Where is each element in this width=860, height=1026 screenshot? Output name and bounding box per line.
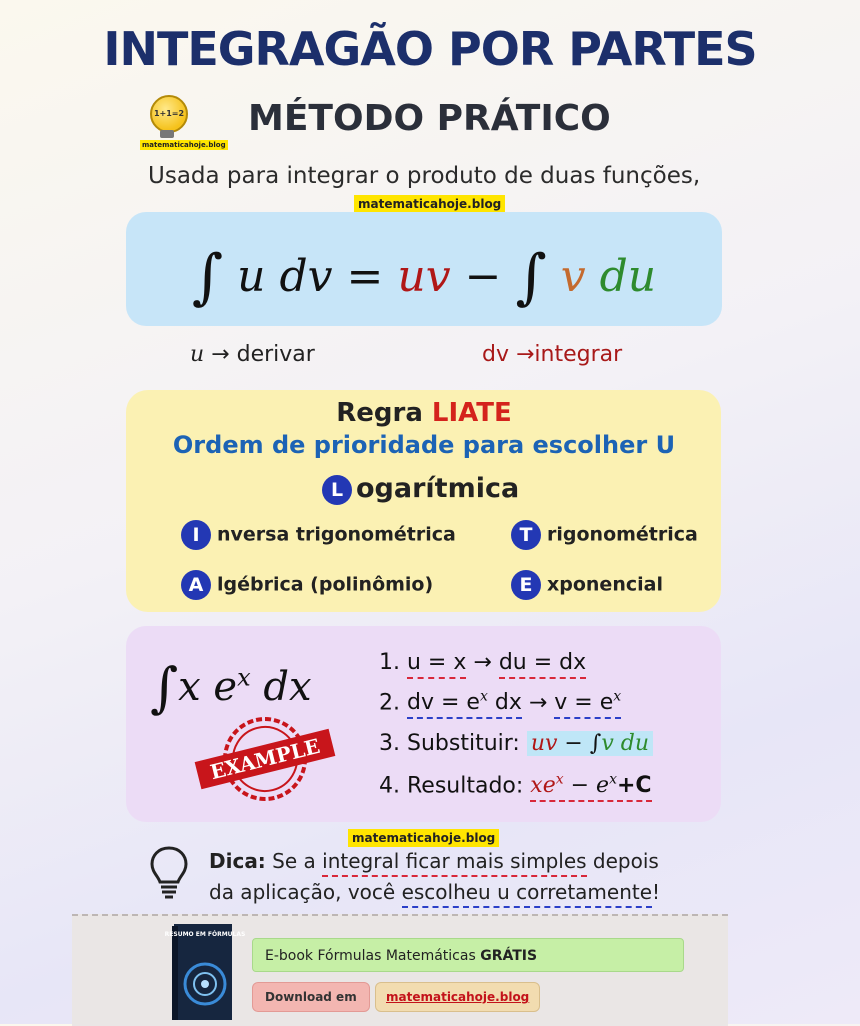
liate-title: [126, 398, 722, 428]
step-3-label: Substituir:: [407, 731, 520, 756]
site-link-button[interactable]: matematicahoje.blog: [375, 982, 540, 1012]
formula-equals: =: [346, 251, 384, 302]
liate-item-text: ogarítmica: [356, 473, 520, 504]
formula-uv: uv: [397, 251, 451, 302]
formula-lhs: u dv: [237, 251, 333, 302]
hint-u-text: → derivar: [211, 342, 315, 367]
step-2-b-text: v = e: [554, 690, 614, 716]
ebook-banner[interactable]: [252, 938, 684, 972]
step-2-a-tail: dx: [487, 690, 522, 716]
formula-minus: −: [464, 251, 502, 302]
tip-line1-a: Se a: [265, 849, 323, 873]
step-2: [379, 689, 621, 715]
example-integrand: x e: [178, 664, 238, 710]
tip-line2-a: da aplicação, você: [209, 880, 402, 904]
integral-sign-icon: ∫: [191, 242, 224, 312]
tip-line2-b: escolheu u corretamente: [402, 880, 652, 908]
step-3: [379, 731, 653, 756]
step-2-a-text: dv = e: [407, 690, 480, 716]
letter-badge: I: [181, 520, 211, 550]
step-4-tail: +C: [617, 773, 652, 799]
logo-bulb: 1+1=2: [150, 95, 188, 133]
step-number: 2.: [379, 690, 400, 716]
step-number: 3.: [379, 731, 400, 756]
tip-watermark-tag: [348, 827, 499, 846]
step-number: 4.: [379, 773, 400, 799]
ebook-bold: GRÁTIS: [480, 948, 538, 964]
step-1-a: u = x: [407, 650, 466, 679]
step-4-label: Resultado:: [407, 773, 524, 799]
step-2-b-exp: x: [613, 689, 622, 705]
example-dx: dx: [250, 664, 312, 710]
letter-badge: L: [322, 475, 352, 505]
step-3-expr: [527, 731, 653, 756]
watermark-tag: [354, 193, 505, 212]
hint-u-var: u: [190, 342, 205, 367]
formula-du: du: [599, 251, 657, 302]
example-exponent: x: [237, 663, 251, 692]
step-2-b: [554, 690, 621, 719]
main-formula: [126, 236, 722, 312]
integral-sign-icon: ∫: [589, 731, 602, 756]
step-3-uv: uv: [530, 731, 558, 756]
tip-line-1: [209, 846, 660, 877]
hint-u: [190, 342, 315, 367]
step-4-mid: − e: [563, 773, 610, 799]
integral-sign-icon: ∫: [515, 242, 547, 312]
ebook-cover[interactable]: [164, 922, 246, 1022]
lightbulb-logo: [138, 95, 226, 155]
liate-item-t: [511, 520, 698, 550]
formula-v: v: [560, 251, 586, 302]
step-4-result: [530, 773, 651, 802]
step-2-a: [407, 690, 522, 719]
download-button[interactable]: Download em: [252, 982, 370, 1012]
tip-line1-b: integral ficar mais simples: [322, 849, 586, 877]
liate-title-prefix: Regra: [336, 398, 432, 428]
example-stamp-text: EXAMPLE: [207, 733, 323, 785]
tip-watermark-text: matematicahoje.blog: [348, 829, 499, 847]
ebook-text: E-book Fórmulas Matemáticas: [265, 948, 481, 964]
tip-label: Dica:: [209, 849, 266, 873]
step-1: [379, 650, 586, 675]
watermark-text: matematicahoje.blog: [354, 195, 505, 213]
integral-sign-icon: ∫: [150, 656, 179, 719]
tip-line1-c: depois: [586, 849, 659, 873]
liate-item-text: lgébrica (polinômio): [217, 573, 434, 596]
lightbulb-icon: [148, 845, 190, 901]
example-integral: [150, 650, 312, 719]
step-4-r1: xe: [530, 773, 556, 799]
logo-bulb-base: [160, 130, 174, 138]
hint-dv: dv →integrar: [482, 342, 623, 367]
tip-line-2: [209, 877, 660, 908]
liate-item-a: [181, 570, 433, 600]
page-subtitle: MÉTODO PRÁTICO: [248, 98, 611, 139]
step-2-a-exp: x: [479, 689, 488, 705]
liate-item-text: rigonométrica: [547, 523, 698, 546]
liate-title-highlight: LIATE: [431, 398, 512, 428]
logo-tag: matematicahoje.blog: [142, 141, 226, 149]
liate-item-text: xponencial: [547, 573, 663, 596]
step-number: 1.: [379, 650, 400, 675]
liate-item-e: [511, 570, 663, 600]
step-1-b: du = dx: [499, 650, 586, 679]
liate-item-i: [181, 520, 456, 550]
description: Usada para integrar o produto de duas funções,: [148, 163, 701, 189]
letter-badge: E: [511, 570, 541, 600]
arrow-icon: →: [466, 650, 499, 675]
letter-badge: A: [181, 570, 211, 600]
liate-item-text: nversa trigonométrica: [217, 523, 456, 546]
step-4-r1-exp: x: [555, 772, 564, 788]
arrow-icon: →: [521, 690, 555, 716]
step-4: [379, 772, 652, 798]
step-3-rest: v du: [601, 731, 650, 756]
step-4-r2-exp: x: [609, 772, 617, 788]
liate-subtitle: Ordem de prioridade para escolher U: [172, 431, 676, 459]
step-3-minus: −: [557, 731, 590, 756]
ebook-cover-title: RESUMO EM FÓRMULAS: [164, 931, 246, 938]
example-stamp: [190, 710, 340, 808]
letter-badge: T: [511, 520, 541, 550]
page-title: INTEGRAGÃO POR PARTES: [103, 22, 757, 76]
tip-text: [209, 846, 660, 908]
tip-line2-c: !: [652, 880, 661, 904]
liate-item-l: [322, 473, 519, 505]
